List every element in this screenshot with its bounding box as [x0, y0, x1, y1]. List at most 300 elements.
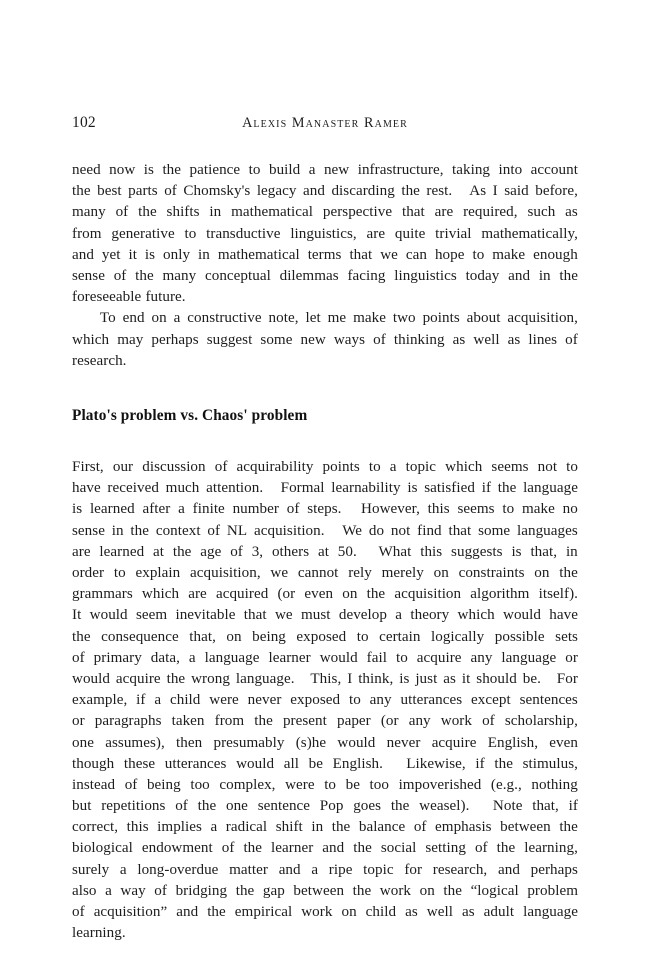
word: from — [72, 225, 102, 242]
word: future. — [145, 289, 186, 306]
text-line — [72, 266, 578, 287]
word: number — [232, 501, 279, 518]
text-line — [72, 881, 578, 902]
word: setting — [425, 840, 466, 857]
word: As — [469, 183, 487, 200]
word: this — [427, 501, 450, 518]
word: received — [107, 480, 159, 497]
word: would — [319, 649, 358, 666]
word: that, — [532, 798, 559, 815]
word: as — [443, 670, 456, 687]
text-line — [72, 181, 578, 202]
word: the — [172, 543, 192, 560]
word: acquisition, — [190, 565, 261, 582]
word: of — [214, 459, 228, 476]
word: is — [143, 162, 154, 178]
word: taking — [452, 162, 491, 178]
word: then — [176, 734, 203, 751]
word: mathematical — [217, 246, 300, 263]
word: I — [492, 183, 498, 200]
paragraph-3 — [72, 457, 578, 944]
word: points — [322, 459, 360, 476]
word: Formal — [280, 480, 325, 497]
word: develop — [338, 607, 387, 624]
word: except — [471, 692, 511, 709]
word: not — [537, 459, 558, 476]
word: a — [395, 607, 403, 624]
section-heading: Plato's problem vs. Chaos' problem — [72, 406, 308, 424]
word: of — [175, 798, 188, 815]
word: have — [72, 480, 101, 497]
word: in — [538, 267, 551, 284]
word: and — [303, 183, 325, 200]
word: not — [390, 522, 411, 539]
word: would — [89, 607, 128, 624]
word: ripe — [328, 861, 353, 878]
word: after — [142, 501, 171, 518]
word: thinking — [393, 331, 445, 348]
text-line — [72, 605, 578, 626]
word: that, — [530, 543, 558, 560]
word: acquisition” — [93, 904, 168, 921]
word: to — [566, 459, 578, 476]
word: rely — [348, 565, 372, 582]
word: into — [498, 162, 523, 178]
word: acquire — [431, 734, 477, 751]
text-line — [72, 224, 578, 245]
word: many — [72, 204, 106, 221]
word: language — [501, 649, 557, 666]
word: would — [236, 755, 275, 772]
word: a — [308, 162, 316, 178]
word: it — [128, 246, 137, 263]
text-line — [72, 245, 578, 266]
word: we — [270, 565, 289, 582]
word: social — [380, 840, 417, 857]
word: our — [112, 459, 134, 476]
word: think, — [358, 670, 394, 687]
word: on — [419, 882, 435, 899]
word: paragraphs — [94, 713, 162, 730]
word: is — [511, 543, 522, 560]
text-line — [72, 627, 578, 648]
word: at — [153, 543, 164, 560]
word: fail — [366, 649, 387, 666]
word: mathematically, — [481, 225, 578, 242]
word: assumes), — [105, 734, 165, 751]
word: English, — [487, 734, 539, 751]
word: on — [151, 310, 167, 327]
word: learner — [271, 840, 314, 857]
paragraph-indent — [72, 308, 93, 329]
word: correct, — [72, 819, 119, 836]
word: as — [507, 331, 521, 348]
word: make — [353, 310, 386, 327]
text-line — [72, 287, 578, 308]
word: never — [386, 734, 421, 751]
word: some — [260, 331, 293, 348]
text-line — [72, 923, 578, 944]
word: repetitions — [101, 798, 166, 815]
word: child — [365, 904, 397, 921]
running-head-title: Alexis Manaster Ramer — [242, 115, 408, 131]
word: in — [111, 522, 124, 539]
word: the — [559, 819, 578, 836]
word: one — [72, 734, 94, 751]
word: and — [322, 840, 345, 857]
word: the — [494, 755, 513, 772]
word: required, — [463, 204, 518, 221]
word: being — [146, 776, 181, 793]
word: lines — [528, 331, 558, 348]
word: account — [530, 162, 578, 178]
word: the — [243, 840, 263, 857]
running-head — [72, 112, 578, 134]
word: which — [72, 331, 110, 348]
word: age — [200, 543, 222, 560]
word: perhaps — [151, 331, 199, 348]
word: perspective — [322, 204, 393, 221]
word: these — [123, 755, 156, 772]
word: Note — [492, 798, 523, 815]
paragraph-2 — [72, 308, 578, 372]
word: would — [337, 734, 376, 751]
word: in — [209, 204, 222, 221]
word: any — [470, 649, 493, 666]
word: to — [324, 776, 337, 793]
word: to — [472, 246, 485, 263]
word: the — [197, 798, 217, 815]
word: learned — [99, 543, 145, 560]
word: the — [352, 882, 372, 899]
word: too — [190, 776, 210, 793]
word: and — [176, 904, 199, 921]
word: in — [565, 543, 578, 560]
word: nothing — [531, 776, 578, 793]
word: of — [113, 267, 127, 284]
word: are — [434, 204, 454, 221]
word: of — [474, 840, 488, 857]
word: we — [274, 607, 293, 624]
word: utterances — [400, 692, 463, 709]
word: for — [404, 861, 423, 878]
word: new — [300, 331, 326, 348]
word: constraints — [458, 565, 525, 582]
text-line — [72, 838, 578, 859]
word: too — [369, 776, 389, 793]
word: We — [342, 522, 363, 539]
word: a — [119, 861, 127, 878]
word: is — [144, 246, 156, 263]
word: any — [408, 713, 431, 730]
word: seems — [491, 459, 529, 476]
word: the — [390, 798, 410, 815]
word: matter — [229, 861, 268, 878]
word: linguistics, — [290, 225, 357, 242]
word: said — [504, 183, 529, 200]
word: primary — [93, 649, 142, 666]
word: shifts — [166, 204, 200, 221]
word: never — [247, 692, 282, 709]
word: possible — [494, 628, 545, 645]
word: of — [230, 543, 243, 560]
word: on — [226, 628, 242, 645]
word: the — [130, 522, 150, 539]
word: implies — [157, 819, 202, 836]
word: is — [399, 670, 410, 687]
word: and — [278, 861, 301, 878]
word: sentences — [519, 692, 578, 709]
word: at — [317, 543, 329, 560]
word: enough — [533, 246, 578, 263]
word: to — [368, 459, 381, 476]
heading-space-below — [72, 426, 578, 457]
word: being — [252, 628, 286, 645]
word: the — [443, 882, 462, 899]
word: Pop — [319, 798, 344, 815]
word: as — [461, 904, 475, 921]
word: constructive — [187, 310, 262, 327]
word: acquired — [215, 586, 269, 603]
word: do — [368, 522, 385, 539]
word: languages — [516, 522, 578, 539]
word: dilemmas — [279, 267, 339, 284]
word: that — [448, 522, 472, 539]
text-line — [72, 754, 578, 775]
word: logically — [431, 628, 485, 645]
word: theory — [410, 607, 450, 624]
word: of — [124, 776, 138, 793]
word: (e.g., — [490, 776, 522, 793]
word: balance — [358, 819, 406, 836]
word: a — [173, 310, 181, 327]
word: it — [461, 670, 471, 687]
word: a — [210, 819, 218, 836]
word: discussion — [142, 459, 206, 476]
word: the — [496, 840, 516, 857]
word: present — [282, 713, 327, 730]
word: of — [286, 501, 300, 518]
word: NL — [226, 522, 248, 539]
word: learning. — [72, 925, 126, 942]
word: a — [105, 882, 112, 899]
word: research, — [432, 861, 488, 878]
word: inevitable — [175, 607, 236, 624]
word: the — [138, 204, 157, 221]
word: be. — [522, 670, 541, 687]
word: on — [342, 586, 358, 603]
word: work — [301, 904, 333, 921]
word: many — [162, 267, 197, 284]
word: grammars — [72, 586, 133, 603]
word: the — [331, 819, 351, 836]
word: Chomsky's — [183, 183, 251, 200]
word: sets — [555, 628, 578, 645]
word: trivial — [435, 225, 472, 242]
word: satisfied — [424, 480, 475, 497]
word: even — [304, 586, 334, 603]
sentence-space — [366, 542, 370, 563]
word: new — [323, 162, 350, 178]
text-line — [72, 308, 578, 329]
sentence-space — [393, 754, 397, 775]
text-line — [72, 796, 578, 817]
word: points — [422, 310, 460, 327]
word: of — [565, 331, 578, 348]
word: radical — [225, 819, 268, 836]
sentence-space — [300, 669, 304, 690]
text-line — [72, 902, 578, 923]
word: topic — [363, 861, 394, 878]
word: note, — [268, 310, 299, 327]
text-line — [72, 457, 578, 478]
word: acquire — [416, 649, 462, 666]
word: from — [214, 713, 245, 730]
word: if — [475, 755, 485, 772]
word: others — [271, 543, 310, 560]
word: make — [492, 246, 526, 263]
word: example, — [72, 692, 128, 709]
word: order — [72, 565, 105, 582]
word: This, — [310, 670, 342, 687]
word: as — [452, 331, 466, 348]
text-line — [72, 160, 578, 181]
word: terms — [307, 246, 342, 263]
word: me — [327, 310, 347, 327]
word: best — [97, 183, 122, 200]
text-line — [72, 690, 578, 711]
word: should — [476, 670, 517, 687]
word: would — [503, 607, 541, 624]
sentence-space — [270, 478, 274, 499]
text-line — [72, 584, 578, 605]
word: Likewise, — [406, 755, 466, 772]
word: to — [248, 162, 261, 178]
word: this — [126, 819, 149, 836]
word: mathematical — [231, 204, 313, 221]
sentence-space — [331, 521, 335, 542]
word: much — [165, 480, 200, 497]
word: learner — [268, 649, 311, 666]
word: seem — [135, 607, 168, 624]
word: suggest — [206, 331, 253, 348]
word: the — [353, 840, 372, 857]
word: only — [163, 246, 191, 263]
text-line — [72, 330, 578, 351]
word: two — [392, 310, 416, 327]
word: (or — [277, 586, 296, 603]
word: and — [508, 267, 531, 284]
word: on — [433, 565, 449, 582]
word: today — [465, 267, 500, 284]
word: legacy — [256, 183, 297, 200]
word: of — [115, 204, 129, 221]
word: For — [556, 670, 578, 687]
word: goes — [353, 798, 382, 815]
word: acquisition. — [253, 522, 325, 539]
word: sense — [72, 267, 105, 284]
text-line — [72, 478, 578, 499]
word: on — [341, 904, 357, 921]
word: way — [120, 882, 146, 899]
word: have — [549, 607, 578, 624]
sentence-space — [547, 669, 551, 690]
word: a — [154, 692, 162, 709]
word: well — [426, 904, 453, 921]
word: stimulus, — [522, 755, 578, 772]
word: infrastructure, — [357, 162, 444, 178]
word: to — [348, 692, 361, 709]
word: were — [285, 776, 315, 793]
word: English. — [332, 755, 383, 772]
word: or — [72, 713, 85, 730]
word: impoverished — [398, 776, 482, 793]
word: learned — [89, 501, 135, 518]
word: if — [481, 480, 492, 497]
word: acquire — [115, 670, 161, 687]
word: quite — [394, 225, 426, 242]
word: shift — [275, 819, 303, 836]
word: that — [401, 204, 425, 221]
word: surely — [72, 861, 110, 878]
word: the — [72, 628, 91, 645]
word: if — [568, 798, 578, 815]
word: to — [502, 501, 515, 518]
word: explain — [135, 565, 181, 582]
word: the — [72, 183, 91, 200]
word: one — [225, 798, 248, 815]
word: suggests — [451, 543, 503, 560]
word: now — [109, 162, 136, 178]
word: paper — [336, 713, 371, 730]
word: seems — [457, 501, 495, 518]
word: may — [117, 331, 144, 348]
word: hope — [434, 246, 465, 263]
word: of — [207, 522, 221, 539]
word: well — [473, 331, 500, 348]
word: steps. — [307, 501, 342, 518]
word: exposed — [296, 628, 347, 645]
word: finite — [192, 501, 225, 518]
word: of — [72, 904, 85, 921]
word: find — [417, 522, 442, 539]
word: the — [135, 267, 154, 284]
word: a — [188, 649, 196, 666]
word: algorithm — [470, 586, 530, 603]
word: that, — [189, 628, 216, 645]
word: ways — [333, 331, 366, 348]
word: emphasis — [435, 819, 492, 836]
body-text-block — [72, 160, 578, 944]
word: work — [440, 713, 472, 730]
word: of — [154, 882, 167, 899]
word: a — [311, 861, 319, 878]
word: generative — [111, 225, 175, 242]
word: However, — [361, 501, 420, 518]
word: taken — [171, 713, 205, 730]
word: of — [413, 819, 427, 836]
word: before, — [535, 183, 578, 200]
word: or — [565, 649, 578, 666]
word: wrong — [191, 670, 230, 687]
word: rest. — [426, 183, 453, 200]
word: some — [478, 522, 511, 539]
word: patience — [189, 162, 241, 178]
word: the — [166, 670, 186, 687]
word: to — [113, 565, 126, 582]
word: we — [380, 246, 398, 263]
text-line — [72, 733, 578, 754]
